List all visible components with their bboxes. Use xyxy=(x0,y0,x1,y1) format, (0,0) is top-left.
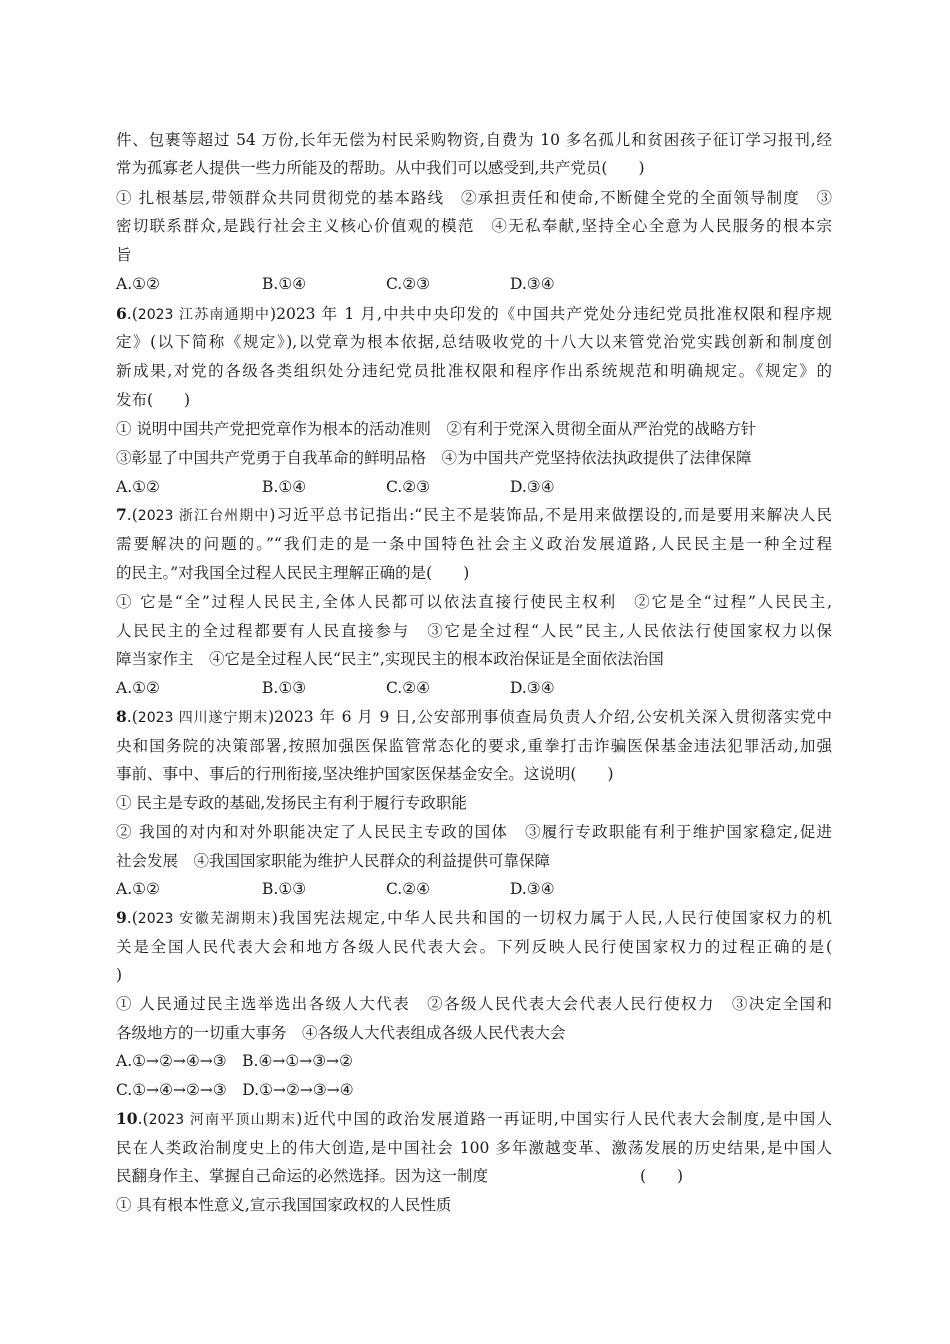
q5-statement-line: 密切联系群众,是践行社会主义核心价值观的模范 ④无私奉献,坚持全心全意为人民服务的根本宗 xyxy=(116,217,832,235)
q7-option-b[interactable]: B.①③ xyxy=(262,679,307,697)
q8-stem-line: 事前、事中、事后的行刑衔接,坚决维护国家医保基金安全。这说明( ) xyxy=(116,765,614,783)
q6-stem-line: 定》(以下简称《规定》),以党章为根本依据,总结吸收党的十八大以来管党治党实践创新和制度创 xyxy=(116,333,832,351)
q8-statement-line: 社会发展 ④我国国家职能为维护人民群众的利益提供可靠保障 xyxy=(116,852,551,870)
q7-source: 2023 浙江台州期中 xyxy=(137,508,270,524)
q7-option-d[interactable]: D.③④ xyxy=(510,679,555,697)
q9-options-row-ab[interactable]: A.①→②→④→③ B.④→①→③→② xyxy=(116,1052,354,1070)
q5-statement-line: 旨 xyxy=(116,246,132,264)
q8-statement-line: ② 我国的对内和对外职能决定了人民民主专政的国体 ③履行专政职能有利于维护国家稳定,促进 xyxy=(116,823,832,841)
q7-statement-line: 人民民主的全过程都要有人民直接参与 ③它是全过程“人民”民主,人民依法行使国家权力以保 xyxy=(116,622,832,640)
q9-stem-line: 关是全国人民代表大会和地方各级人民代表大会。下列反映人民行使国家权力的过程正确的是( xyxy=(116,938,832,956)
q5-option-c[interactable]: C.②③ xyxy=(386,275,431,293)
q8-stem-line: 央和国务院的决策部署,按照加强医保监管常态化的要求,重拳打击诈骗医保基金违法犯罪活动,加强 xyxy=(116,737,832,755)
q7-option-a[interactable]: A.①② xyxy=(116,679,160,697)
q10-number: 10 xyxy=(116,1109,138,1128)
q5-option-a[interactable]: A.①② xyxy=(116,275,160,293)
q9-statement-line: ① 人民通过民主选举选出各级人大代表 ②各级人民代表大会代表人民行使权力 ③决定全国和 xyxy=(116,995,832,1013)
q10-answer-paren[interactable]: ( ) xyxy=(640,1167,684,1185)
q10-source: 2023 河南平顶山期末 xyxy=(148,1112,297,1128)
q9-number: 9 xyxy=(116,908,127,927)
q10-stem-line: 民翻身作主、掌握自己命运的必然选择。因为这一制度 xyxy=(116,1167,489,1185)
q5-option-d[interactable]: D.③④ xyxy=(510,275,555,293)
q10-statement-line: ① 具有根本性意义,宣示我国国家政权的人民性质 xyxy=(116,1196,452,1214)
q8-option-b[interactable]: B.①③ xyxy=(262,880,307,898)
q9-stem-line: ) xyxy=(116,966,123,984)
q8-source-open: .( xyxy=(126,708,138,726)
q5-stem-line: 件、包裹等超过 54 万份,长年无偿为村民采购物资,自费为 10 多名孤儿和贫困孩子征订学习报刊,经 xyxy=(116,131,832,149)
q6-source: 2023 江苏南通期中 xyxy=(137,307,271,323)
q6-option-d[interactable]: D.③④ xyxy=(510,478,555,496)
q5-option-b[interactable]: B.①④ xyxy=(262,275,307,293)
q6-stem-line: 发布( ) xyxy=(116,391,191,409)
q10-first-line xyxy=(116,1109,832,1130)
q7-stem-line: 的民主。”对我国全过程人民民主理解正确的是( ) xyxy=(116,564,470,582)
q7-first-rest: )习近平总书记指出:“民主不是装饰品,不是用来做摆设的,而是要用来解决人民 xyxy=(269,506,832,524)
q9-statement-line: 各级地方的一切重大事务 ④各级人大代表组成各级人民代表大会 xyxy=(116,1024,566,1042)
q7-stem-line: 需要解决的问题的。”“我们走的是一条中国特色社会主义政治发展道路,人民民主是一种全过程 xyxy=(116,535,832,553)
q5-statement-line: ① 扎根基层,带领群众共同贯彻党的基本路线 ②承担责任和使命,不断健全党的全面领导制度 ③ xyxy=(116,189,832,207)
q6-statement-line: ① 说明中国共产党把党章作为根本的活动准则 ②有利于党深入贯彻全面从严治党的战略方针 xyxy=(116,420,757,438)
q6-first-rest: )2023 年 1 月,中共中央印发的《中国共产党处分违纪党员批准权限和程序规 xyxy=(270,305,832,323)
q6-number: 6 xyxy=(116,304,127,323)
q10-stem-line: 民在人类政治制度史上的伟大创造,是中国社会 100 多年激越变革、激荡发展的历史结果,是中国人 xyxy=(116,1139,832,1157)
q6-stem-line: 新成果,对党的各级各类组织处分违纪党员批准权限和程序作出系统规范和明确规定。《规定》的 xyxy=(116,362,832,380)
q6-option-c[interactable]: C.②③ xyxy=(386,478,431,496)
q6-option-b[interactable]: B.①④ xyxy=(262,478,307,496)
q8-statement-line: ① 民主是专政的基础,发扬民主有利于履行专政职能 xyxy=(116,794,467,812)
q9-first-line xyxy=(116,908,832,929)
q9-source-open: .( xyxy=(126,909,138,927)
q7-source-open: .( xyxy=(126,506,138,524)
q9-first-rest: )我国宪法规定,中华人民共和国的一切权力属于人民,人民行使国家权力的机 xyxy=(271,909,832,927)
q8-option-d[interactable]: D.③④ xyxy=(510,880,555,898)
q10-source-open: .( xyxy=(137,1110,149,1128)
q10-first-rest: )近代中国的政治发展道路一再证明,中国实行人民代表大会制度,是中国人 xyxy=(296,1110,832,1128)
q6-source-open: .( xyxy=(126,305,138,323)
q8-number: 8 xyxy=(116,707,127,726)
q7-statement-line: ① 它是“全”过程人民民主,全体人民都可以依法直接行使民主权利 ②它是全“过程”人民民主, xyxy=(116,593,832,611)
q6-option-a[interactable]: A.①② xyxy=(116,478,160,496)
q7-option-c[interactable]: C.②④ xyxy=(386,679,431,697)
q8-first-rest: )2023 年 6 月 9 日,公安部刑事侦查局负责人介绍,公安机关深入贯彻落实党中 xyxy=(268,708,832,726)
q8-source: 2023 四川遂宁期末 xyxy=(137,710,269,726)
q7-number: 7 xyxy=(116,505,127,524)
q5-stem-line: 常为孤寡老人提供一些力所能及的帮助。从中我们可以感受到,共产党员( ) xyxy=(116,159,645,177)
q6-statement-line: ③彰显了中国共产党勇于自我革命的鲜明品格 ④为中国共产党坚持依法执政提供了法律保障 xyxy=(116,449,752,467)
q8-option-c[interactable]: C.②④ xyxy=(386,880,431,898)
q9-source: 2023 安徽芜湖期末 xyxy=(137,911,272,927)
q6-first-line xyxy=(116,304,832,325)
q7-first-line xyxy=(116,505,832,526)
q9-options-row-cd[interactable]: C.①→④→②→③ D.①→②→③→④ xyxy=(116,1081,354,1099)
q8-option-a[interactable]: A.①② xyxy=(116,880,160,898)
q7-statement-line: 障当家作主 ④它是全过程人民“民主”,实现民主的根本政治保证是全面依法治国 xyxy=(116,650,664,668)
q8-first-line xyxy=(116,707,832,728)
